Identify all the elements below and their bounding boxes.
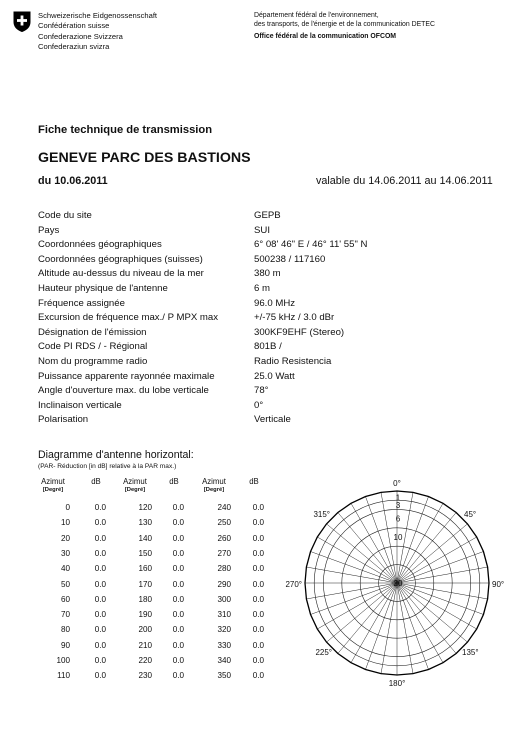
azimut-value: 170	[138, 579, 152, 589]
department-block	[254, 11, 435, 42]
name-de: Schweizerische Eidgenossenschaft	[38, 11, 158, 20]
parameter-label: Fréquence assignée	[38, 297, 125, 309]
db-value: 0.0	[252, 564, 264, 574]
document-date: du 10.06.2011	[38, 175, 108, 187]
angle-label: 180°	[388, 679, 406, 688]
db-value: 0.0	[172, 564, 184, 574]
parameter-label: Code PI RDS / - Régional	[38, 341, 148, 353]
azimut-value: 140	[138, 533, 152, 543]
parameter-value: 300KF9EHF (Stereo)	[254, 326, 345, 338]
radial-label: 1	[395, 493, 401, 503]
name-it: Confederazione Svizzera	[38, 31, 123, 41]
db-value: 0.0	[94, 656, 106, 665]
db-value: 0.0	[94, 640, 106, 650]
db-value: 0.0	[252, 518, 264, 528]
azimut-value: 150	[138, 548, 152, 558]
azimut-value: 270	[217, 548, 231, 558]
db-value: 0.0	[172, 548, 184, 558]
name-fr: Confédération suisse	[38, 21, 110, 31]
parameter-value: 500238 / 117160	[254, 253, 326, 265]
db-value: 0.0	[94, 594, 106, 604]
db-value: 0.0	[252, 640, 264, 650]
azimut-value: 90	[60, 640, 70, 650]
parameter-value: 6° 08' 46" E / 46° 11' 55" N	[254, 239, 368, 251]
station-name: GENEVE PARC DES BASTIONS	[38, 150, 251, 166]
antenna-polar-diagram	[270, 479, 510, 689]
parameter-label: Coordonnées géographiques (suisses)	[38, 253, 203, 265]
db-value: 0.0	[172, 625, 184, 635]
parameter-label: Inclinaison verticale	[38, 399, 122, 411]
azimut-value: 250	[217, 518, 231, 528]
angle-label: 90°	[492, 580, 505, 589]
azimut-value: 0	[65, 503, 70, 512]
col-header-azimut-1: Azimut [Degré]	[41, 477, 65, 494]
azimut-value: 40	[60, 564, 70, 574]
azimut-value: 350	[217, 671, 231, 681]
swiss-crest-icon	[13, 11, 31, 32]
azimut-value: 160	[138, 564, 152, 574]
azimut-value: 110	[57, 671, 70, 681]
parameter-value: SUI	[254, 224, 270, 236]
db-value: 0.0	[172, 656, 184, 665]
azimut-value: 290	[217, 579, 231, 589]
parameter-label: Angle d'ouverture max. du lobe verticale	[38, 385, 209, 397]
parameter-label: Coordonnées géographiques	[38, 239, 162, 251]
azimut-value: 60	[60, 594, 70, 604]
azimut-value: 130	[138, 518, 152, 528]
azimut-value: 320	[217, 625, 231, 635]
radial-label: 3	[395, 500, 401, 510]
azimut-value: 260	[217, 533, 231, 543]
azimut-value: 240	[217, 503, 231, 512]
angle-label: 225°	[315, 648, 332, 657]
col-header-db-3: dB	[249, 477, 259, 486]
db-value: 0.0	[252, 503, 264, 512]
db-value: 0.0	[94, 625, 106, 635]
db-value: 0.0	[172, 594, 184, 604]
db-value: 0.0	[94, 503, 106, 512]
db-value: 0.0	[172, 640, 184, 650]
confederation-names	[38, 11, 157, 53]
db-value: 0.0	[252, 533, 264, 543]
angle-label: 135°	[462, 648, 479, 657]
parameter-label: Puissance apparente rayonnée maximale	[38, 370, 215, 382]
parameter-value: Verticale	[254, 414, 291, 426]
parameter-value: 96.0 MHz	[254, 297, 296, 309]
azimut-value: 280	[217, 564, 231, 574]
radial-label: 20	[393, 579, 403, 588]
azimut-value: 200	[138, 625, 152, 635]
azimut-value: 120	[138, 503, 152, 512]
db-value: 0.0	[94, 671, 106, 681]
azimut-value: 180	[138, 594, 152, 604]
db-value: 0.0	[252, 548, 264, 558]
parameter-value: Radio Resistencia	[254, 355, 332, 367]
angle-label: 0°	[393, 479, 401, 488]
azimut-value: 80	[60, 625, 70, 635]
parameter-label: Altitude au-dessus du niveau de la mer	[38, 268, 204, 280]
azimut-value: 100	[56, 656, 70, 665]
col-header-azimut-2: Azimut [Degré]	[123, 477, 147, 494]
parameter-label: Polarisation	[38, 414, 89, 426]
azimut-value: 70	[60, 610, 70, 620]
azimut-value: 210	[138, 640, 152, 650]
parameter-label: Excursion de fréquence max./ P MPX max	[38, 312, 219, 324]
angle-label: 315°	[313, 510, 330, 519]
db-value: 0.0	[94, 610, 106, 620]
department-line-1: Département fédéral de l'environnement,	[254, 12, 379, 19]
parameter-value: 0°	[254, 399, 264, 411]
db-value: 0.0	[172, 610, 184, 620]
col-header-azimut-3: Azimut [Degré]	[202, 477, 226, 494]
angle-label: 45°	[464, 510, 477, 519]
db-value: 0.0	[172, 503, 184, 512]
azimut-value: 30	[60, 548, 70, 558]
db-value: 0.0	[252, 625, 264, 635]
radial-label: 10	[393, 533, 403, 542]
azimut-value: 10	[60, 518, 70, 528]
validity-period: valable du 14.06.2011 au 14.06.2011	[316, 175, 493, 187]
antenna-diagram-subtitle: (PAR- Réduction [in dB] relative à la PAR max.)	[38, 463, 177, 470]
azimut-value: 230	[138, 671, 152, 681]
parameter-value: +/-75 kHz / 3.0 dBr	[254, 312, 335, 324]
db-value: 0.0	[94, 518, 106, 528]
department-line-2: des transports, de l'énergie et de la communication DETEC	[254, 21, 435, 29]
db-value: 0.0	[94, 579, 106, 589]
parameter-value: 25.0 Watt	[254, 370, 295, 382]
radial-label: 6	[395, 514, 401, 524]
azimut-value: 340	[217, 656, 231, 665]
parameter-label: Désignation de l'émission	[38, 326, 147, 338]
col-header-db-2: dB	[169, 477, 179, 486]
parameter-label: Pays	[38, 224, 60, 236]
db-value: 0.0	[94, 548, 106, 558]
parameter-value: 6 m	[254, 282, 270, 294]
parameter-value: GEPB	[254, 210, 281, 221]
parameter-label: Hauteur physique de l'antenne	[38, 282, 168, 294]
azimut-value: 190	[138, 610, 152, 620]
db-value: 0.0	[94, 564, 106, 574]
parameter-value: 380 m	[254, 268, 281, 280]
azimut-value: 300	[217, 594, 231, 604]
document-title: Fiche technique de transmission	[38, 124, 213, 136]
col-header-db-1: dB	[91, 477, 101, 486]
azimut-value: 50	[60, 579, 70, 589]
name-rm: Confederaziun svizra	[38, 42, 110, 52]
parameter-value: 801B /	[254, 341, 282, 353]
office-name: Office fédéral de la communication OFCOM	[254, 33, 397, 41]
azimut-value: 220	[138, 656, 152, 665]
db-value: 0.0	[252, 671, 264, 681]
db-value: 0.0	[172, 671, 184, 681]
azimut-value: 310	[217, 610, 231, 620]
azimut-value: 20	[60, 533, 70, 543]
azimut-value: 330	[217, 640, 231, 650]
angle-label: 270°	[285, 580, 302, 589]
parameter-label: Nom du programme radio	[38, 355, 148, 367]
db-value: 0.0	[252, 656, 264, 665]
db-value: 0.0	[172, 533, 184, 543]
antenna-diagram-title: Diagramme d'antenne horizontal:	[38, 449, 194, 461]
db-value: 0.0	[252, 579, 264, 589]
db-value: 0.0	[172, 579, 184, 589]
parameter-value: 78°	[254, 385, 269, 397]
db-value: 0.0	[94, 533, 106, 543]
db-value: 0.0	[252, 594, 264, 604]
db-value: 0.0	[252, 610, 264, 620]
db-value: 0.0	[172, 518, 184, 528]
parameter-label: Code du site	[38, 210, 92, 221]
